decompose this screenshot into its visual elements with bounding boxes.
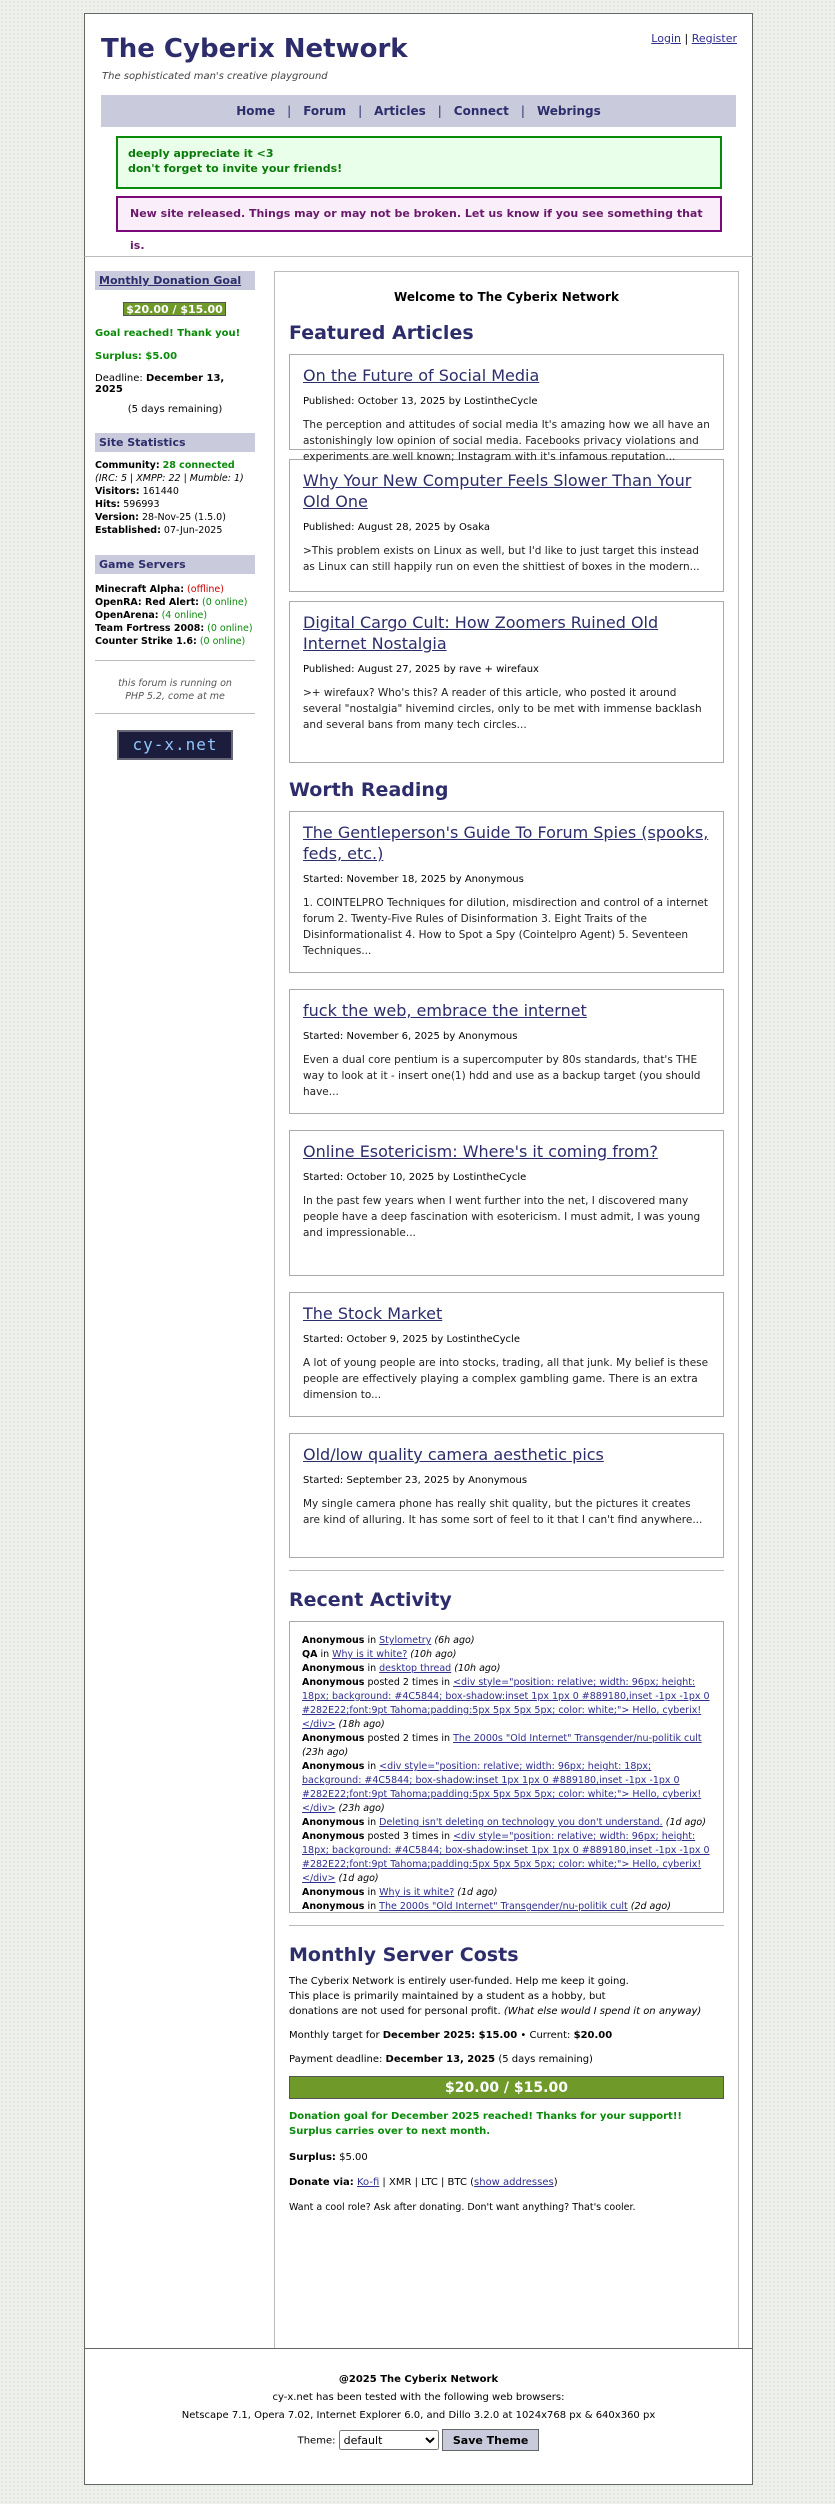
surplus-value: $5.00 [339,2152,368,2163]
stat-visitors-value: 161440 [142,486,179,497]
stat-version-label: Version: [95,512,139,523]
stat-community-value: 28 connected [162,460,235,471]
article-excerpt: >This problem exists on Linux as well, but I'd like to just target this instead as Linux can still happily run on even the shittiest of boxes in the modern... [303,545,700,573]
server-name: Counter Strike 1.6: [95,636,197,647]
activity-thread-link[interactable]: Stylometry [379,1635,432,1646]
theme-selector [85,2429,752,2451]
activity-time: (2d ago) [627,1901,671,1912]
recent-activity-list [289,1621,724,1913]
stat-version-value: 28-Nov-25 (1.5.0) [142,512,226,523]
nav-webrings[interactable]: Webrings [536,104,601,118]
activity-time: (10h ago) [451,1663,501,1674]
server-row [95,635,255,648]
server-costs-heading: Monthly Server Costs [289,1944,519,1966]
game-servers-heading: Game Servers [95,555,255,574]
activity-time: (23h ago) [335,1803,385,1814]
deadline-value: December 13, 2025 [95,373,225,395]
activity-item [302,1830,711,1886]
article-title-link[interactable]: Why Your New Computer Feels Slower Than Your Old One [303,471,692,511]
activity-item [302,1760,711,1816]
main-nav [101,95,736,127]
auth-separator: | [684,32,689,45]
activity-thread-link[interactable]: The 2000s "Old Internet" Transgender/nu-politik cult [453,1733,702,1744]
target-value: December 2025: $15.00 [382,2030,518,2041]
article-meta: Published: August 27, 2025 by rave + wirefaux [303,664,539,675]
sidebar [95,271,255,760]
header [84,13,753,256]
notice-green-line2: don't forget to invite your friends! [128,162,343,175]
stat-version [95,511,255,524]
thread-card [289,989,724,1114]
activity-item [302,1900,711,1914]
costs-progress-bar: $20.00 / $15.00 [289,2076,724,2099]
costs-line: The Cyberix Network is entirely user-funded. Help me keep it going. [289,1976,629,1987]
article-title-link[interactable]: On the Future of Social Media [303,366,540,385]
thread-excerpt: In the past few years when I went further into the net, I discovered many people have a deep fascination with esotericism. I must admit, I was young and impressionable... [303,1195,701,1239]
nav-separator: | [287,104,292,118]
thread-excerpt: A lot of young people are into stocks, trading, all that junk. My belief is these people are effectively playing a complex gambling game. There is an extra dimension to... [303,1357,709,1401]
footer-copyright: @2025 The Cyberix Network [338,2374,499,2385]
divider [95,660,255,661]
thread-card [289,1292,724,1417]
notice-green-line1: deeply appreciate it <3 [128,147,274,160]
goal-reached-message: Donation goal for December 2025 reached! Thanks for your support!! Surplus carries over to next month. [289,2111,682,2137]
cy-x-badge[interactable]: cy-x.net [117,730,233,760]
server-costs-intro [289,1974,724,2019]
activity-user: Anonymous [302,1635,365,1646]
activity-action: in [364,1817,380,1828]
article-title-link[interactable]: Digital Cargo Cult: How Zoomers Ruined Old Internet Nostalgia [303,613,659,653]
notice-green [116,136,722,189]
footer-browsers: Netscape 7.1, Opera 7.02, Internet Explorer 6.0, and Dillo 3.2.0 at 1024x768 px & 640x360 px [181,2410,656,2421]
main-column [274,271,739,2351]
nav-articles[interactable]: Articles [374,104,426,118]
activity-time: (6h ago) [431,1635,475,1646]
stat-established-label: Established: [95,525,161,536]
nav-forum[interactable]: Forum [303,104,347,118]
activity-item [302,1634,711,1648]
server-name: Team Fortress 2008: [95,623,205,634]
activity-thread-link[interactable]: Why is it white? [379,1887,455,1898]
activity-user: Anonymous [302,1733,365,1744]
login-link[interactable]: Login [651,32,681,45]
current-value: $20.00 [573,2030,613,2041]
activity-thread-link[interactable]: desktop thread [379,1663,452,1674]
thread-meta: Started: October 9, 2025 by LostintheCycle [303,1334,520,1345]
thread-title-link[interactable]: The Gentleperson's Guide To Forum Spies (spooks, feds, etc.) [303,823,709,863]
activity-user: Anonymous [302,1761,365,1772]
activity-thread-link[interactable]: <div style="position: relative; width: 96px; height: 18px; background: #4C5844; box-shadow:inset 1px 1px 0 #889180,inset -1px -1px 0 #282E22;font:9pt Tahoma;padding:5px 5px 5px 5px; color: white;"> Hello, cyberix!</div> [302,1831,710,1884]
article-meta: Published: August 28, 2025 by Osaka [303,522,490,533]
stat-hits-label: Hits: [95,499,121,510]
article-excerpt: >+ wirefaux? Who's this? A reader of this article, who posted it around several "nostalgia" hivemind circles, only to be met with immense backlash and several bans from many tech circles... [303,687,702,731]
notice-purple: New site released. Things may or may not be broken. Let us know if you see something that is. [116,196,722,232]
thread-title-link[interactable]: The Stock Market [303,1304,443,1323]
costs-line [289,2004,724,2019]
thread-meta: Started: November 6, 2025 by Anonymous [303,1031,518,1042]
theme-select[interactable] [339,2430,439,2450]
activity-thread-link[interactable]: The 2000s "Old Internet" Transgender/nu-politik cult [379,1901,628,1912]
kofi-link[interactable]: Ko-fi [356,2177,380,2188]
costs-line-aside: (What else would I spend it on anyway) [503,2006,702,2017]
nav-home[interactable]: Home [236,104,276,118]
donate-label: Donate via: [289,2177,354,2188]
payment-days: (5 days remaining) [498,2054,593,2065]
activity-action: in [364,1887,380,1898]
server-name: OpenRA: Red Alert: [95,597,199,608]
donate-close-paren: ) [553,2177,558,2188]
stat-community [95,459,255,472]
server-status: (0 online) [199,636,246,647]
activity-item [302,1676,711,1732]
site-title[interactable]: The Cyberix Network [101,34,408,64]
nav-separator: | [358,104,363,118]
footer [84,2348,753,2485]
thread-title-link[interactable]: Online Esotericism: Where's it coming from? [303,1142,658,1161]
server-row [95,609,255,622]
stat-established [95,524,255,537]
costs-line: This place is primarily maintained by a student as a hobby, but [289,1991,606,2002]
server-row [95,583,255,596]
stat-visitors [95,485,255,498]
worth-reading-heading: Worth Reading [289,779,449,801]
deadline-line [95,373,255,395]
activity-time: (18h ago) [335,1719,385,1730]
activity-thread-link[interactable]: Why is it white? [332,1649,408,1660]
thread-excerpt: 1. COINTELPRO Techniques for dilution, misdirection and control of a internet forum 2. Twenty-Five Rules of Disinformation 3. Eight Traits of the Disinformationalist 4. How to Spot a Spy (Cointelpro Agent) 5. Seventeen Techniques... [303,897,708,957]
activity-user: Anonymous [302,1677,365,1688]
activity-item [302,1886,711,1900]
thread-meta: Started: September 23, 2025 by Anonymous [303,1475,528,1486]
show-addresses-link[interactable]: show addresses [474,2177,554,2188]
thread-title-link[interactable]: Old/low quality camera aesthetic pics [303,1445,604,1464]
stat-hits [95,498,255,511]
activity-user: Anonymous [302,1817,365,1828]
donation-goal-heading [95,271,255,290]
thread-meta: Started: November 18, 2025 by Anonymous [303,874,524,885]
site-stats [95,459,255,537]
activity-time: (23h ago) [302,1747,349,1758]
register-link[interactable]: Register [691,32,737,45]
thread-card [289,1130,724,1276]
stat-community-label: Community: [95,460,160,471]
activity-user: QA [302,1649,318,1660]
costs-bar-wrap [289,2076,724,2099]
footer-tested: cy-x.net has been tested with the following web browsers: [272,2392,565,2403]
article-meta: Published: October 13, 2025 by LostintheCycle [303,396,538,407]
activity-user: Anonymous [302,1887,365,1898]
thread-title-link[interactable]: fuck the web, embrace the internet [303,1001,587,1020]
activity-time: (10h ago) [407,1649,457,1660]
monthly-target [289,2028,724,2043]
welcome-heading: Welcome to The Cyberix Network [394,290,619,304]
activity-thread-link[interactable]: <div style="position: relative; width: 96px; height: 18px; background: #4C5844; box-shadow:inset 1px 1px 0 #889180,inset -1px -1px 0 #282E22;font:9pt Tahoma;padding:5px 5px 5px 5px; color: white;"> Hello, cyberix!</div> [302,1677,710,1730]
server-status: (0 online) [207,623,253,634]
goal-reached-text: Goal reached! Thank you! [95,328,241,339]
theme-label: Theme: [297,2435,336,2447]
article-excerpt: The perception and attitudes of social media It's amazing how we all have an astonishingly low opinion of social media. Facebooks privacy violations and experiments are well known; Instagram with it's infamous reputation... [303,419,710,463]
server-status: (0 online) [202,597,248,608]
activity-action: in [364,1663,380,1674]
activity-action: posted 2 times in [364,1677,454,1688]
days-remaining: (5 days remaining) [127,404,223,415]
activity-time: (1d ago) [335,1873,379,1884]
activity-item [302,1816,711,1830]
server-row [95,596,255,609]
activity-time: (1d ago) [662,1817,706,1828]
thread-excerpt: Even a dual core pentium is a supercomputer by 80s standards, that's THE way to look at it - insert one(1) hdd and use as a backup target (you should have... [303,1054,701,1098]
stat-hits-value: 596993 [123,499,160,510]
activity-item [302,1648,711,1662]
thread-card [289,811,724,973]
activity-action: posted 2 times in [364,1733,454,1744]
featured-heading: Featured Articles [289,322,474,344]
thread-card [289,1433,724,1558]
surplus-text: Surplus: $5.00 [95,351,178,362]
activity-action: posted 3 times in [364,1831,454,1842]
donation-goal-link[interactable]: Monthly Donation Goal [99,274,242,287]
server-name: OpenArena: [95,610,159,621]
current-label: • Current: [520,2030,571,2041]
activity-thread-link[interactable]: <div style="position: relative; width: 96px; height: 18px; background: #4C5844; box-shadow:inset 1px 1px 0 #889180,inset -1px -1px 0 #282E22;font:9pt Tahoma;padding:5px 5px 5px 5px; color: white;"> Hello, cyberix!</div> [302,1761,702,1814]
php-note: this forum is running on PHP 5.2, come at me [118,678,232,702]
nav-separator: | [520,104,525,118]
thread-excerpt: My single camera phone has really shit quality, but the pictures it creates are kind of alluring. It has some sort of feel to it that I can't find anywhere... [303,1498,703,1526]
divider [289,1570,724,1571]
stat-established-value: 07-Jun-2025 [163,525,223,536]
article-card [289,354,724,463]
payment-date: December 13, 2025 [385,2054,496,2065]
donation-progress-bar: $20.00 / $15.00 [123,302,226,316]
article-card [289,601,724,763]
content-area [84,256,753,2357]
donate-options [289,2175,724,2190]
target-label: Monthly target for [289,2030,380,2041]
save-theme-button[interactable]: Save Theme [442,2429,540,2451]
deadline-label: Deadline: [95,373,143,384]
activity-action: in [364,1901,380,1912]
nav-connect[interactable]: Connect [453,104,509,118]
stat-visitors-label: Visitors: [95,486,140,497]
server-name: Minecraft Alpha: [95,584,185,595]
activity-thread-link[interactable]: Deleting isn't deleting on technology you don't understand. [379,1817,663,1828]
nav-separator: | [437,104,442,118]
payment-label: Payment deadline: [289,2054,383,2065]
server-status: (4 online) [161,610,208,621]
divider [95,713,255,714]
activity-action: in [364,1635,380,1646]
server-row [95,622,255,635]
activity-user: Anonymous [302,1901,365,1912]
server-status: (offline) [187,584,224,595]
article-card [289,459,724,592]
payment-deadline [289,2052,724,2067]
divider [289,1925,724,1926]
costs-surplus [289,2150,724,2165]
site-tagline: The sophisticated man's creative playground [102,71,328,82]
page-wrapper [84,13,753,2357]
donate-methods: | XMR | LTC | BTC ( [379,2177,475,2188]
recent-activity-heading: Recent Activity [289,1589,452,1611]
activity-action: in [317,1649,333,1660]
activity-user: Anonymous [302,1663,365,1674]
activity-time: (1d ago) [454,1887,498,1898]
site-stats-heading: Site Statistics [95,433,255,452]
stat-irc: (IRC: 5 | XMPP: 22 | Mumble: 1) [95,473,244,484]
thread-meta: Started: October 10, 2025 by LostintheCycle [303,1172,527,1183]
activity-item [302,1732,711,1760]
cool-role-note: Want a cool role? Ask after donating. Don't want anything? That's cooler. [289,2202,636,2213]
auth-links [651,32,737,45]
game-servers-list [95,583,255,648]
activity-action: in [364,1761,380,1772]
activity-item [302,1662,711,1676]
activity-user: Anonymous [302,1831,365,1842]
costs-line-text: donations are not used for personal profit. [289,2006,501,2017]
surplus-label: Surplus: [289,2152,336,2163]
